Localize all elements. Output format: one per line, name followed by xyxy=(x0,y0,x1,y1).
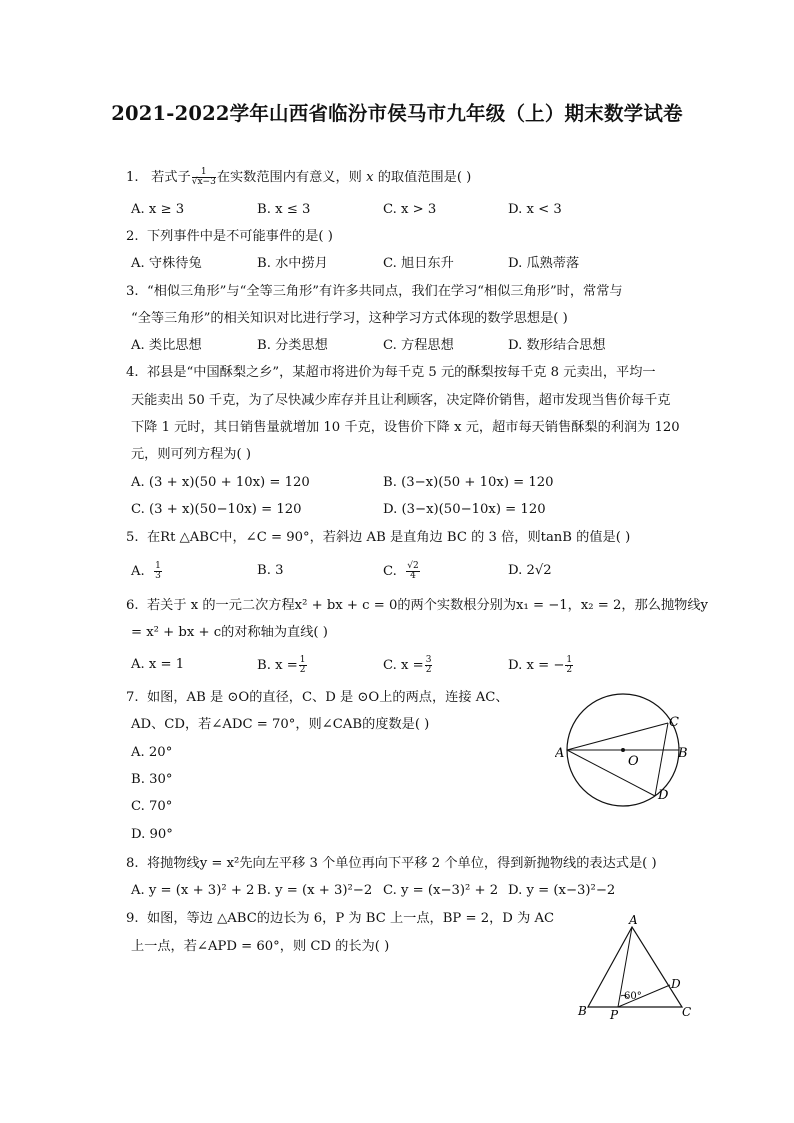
q8-option-d[interactable]: D. y = (x−3)²−2 xyxy=(508,883,616,898)
question-6-line-2: = x² + bx + c的对称轴为直线( ) xyxy=(131,625,328,640)
question-number: 9. xyxy=(126,911,139,926)
q7-option-b[interactable]: B. 30° xyxy=(131,772,173,787)
q3-option-b[interactable]: B. 分类思想 xyxy=(257,338,328,353)
fraction: $\frac{1}{2}$ xyxy=(566,655,573,675)
fraction: $\frac{1}{√x-3}$ xyxy=(191,167,216,187)
q8-option-b[interactable]: B. y = (x + 3)²−2 xyxy=(257,883,373,898)
label-p: P xyxy=(610,1008,619,1022)
question-4: 4. 祁县是“中国酥梨之乡”，某超市将进价为每千克 5 元的酥梨按每千克 8 元卖出，平均一 xyxy=(126,365,656,380)
center-dot xyxy=(621,748,625,752)
label-a: A xyxy=(629,913,638,927)
q1-option-b[interactable]: B. x ≤ 3 xyxy=(257,202,311,217)
question-7: 7. 如图，AB 是 ⊙O的直径，C、D 是 ⊙O上的两点，连接 AC、 xyxy=(126,690,509,705)
question-4-line-2: 天能卖出 50 千克，为了尽快减少库存并且让利顾客，决定降价销售，超市发现当售价每千克 xyxy=(131,393,671,408)
question-1: 1. 若式子 $\frac{1}{√x-3}$ 在实数范围内有意义，则 x 的取值范围是( ) xyxy=(126,167,472,187)
label-d: D xyxy=(658,788,669,803)
label-a: A xyxy=(555,746,565,761)
circle-figure xyxy=(555,688,705,808)
fraction: $\frac{3}{2}$ xyxy=(425,655,432,675)
label-o: O xyxy=(628,754,639,769)
question-number: 5. xyxy=(126,530,139,545)
question-number: 1. xyxy=(126,170,139,185)
q4-option-c[interactable]: C. (3 + x)(50−10x) = 120 xyxy=(131,502,302,517)
q2-option-b[interactable]: B. 水中捞月 xyxy=(257,256,328,271)
q3-option-a[interactable]: A. 类比思想 xyxy=(131,338,202,353)
q6-option-b[interactable]: B. x = $\frac{1}{2}$ xyxy=(257,655,306,675)
q1-option-a[interactable]: A. x ≥ 3 xyxy=(131,202,185,217)
q3-option-d[interactable]: D. 数形结合思想 xyxy=(508,338,606,353)
question-number: 3. xyxy=(126,284,139,299)
question-9: 9. 如图，等边 △ABC的边长为 6，P 为 BC 上一点，BP = 2，D 为 AC xyxy=(126,911,555,926)
q7-option-c[interactable]: C. 70° xyxy=(131,799,173,814)
q1-option-d[interactable]: D. x < 3 xyxy=(508,202,562,217)
label-d: D xyxy=(671,977,681,991)
question-number: 7. xyxy=(126,690,139,705)
segment-ac xyxy=(567,723,668,750)
label-b: B xyxy=(578,1004,587,1018)
q8-option-a[interactable]: A. y = (x + 3)² + 2 xyxy=(131,883,255,898)
q2-option-a[interactable]: A. 守株待兔 xyxy=(131,256,202,271)
fraction: $\frac{1}{2}$ xyxy=(299,655,306,675)
question-3: 3. “相似三角形”与“全等三角形”有许多共同点，我们在学习“相似三角形”时，常常与 xyxy=(126,284,623,299)
q2-option-c[interactable]: C. 旭日东升 xyxy=(383,256,454,271)
question-3-line-2: “全等三角形”的相关知识对比进行学习，这种学习方式体现的数学思想是( ) xyxy=(131,311,568,326)
label-b: B xyxy=(678,746,688,761)
fraction: $\frac{1}{3}$ xyxy=(155,561,161,581)
angle-label: 60° xyxy=(624,991,642,1002)
question-4-line-3: 下降 1 元时，其日销售量就增加 10 千克，设售价下降 x 元，超市每天销售酥梨的利润为 120 xyxy=(131,420,680,435)
q7-option-a[interactable]: A. 20° xyxy=(131,745,173,760)
q5-option-c[interactable]: C. $\frac{√2}{4}$ xyxy=(383,561,419,581)
question-6: 6. 若关于 x 的一元二次方程x² + bx + c = 0的两个实数根分别为x₁ = −1，x₂ = 2，那么抛物线y xyxy=(126,598,708,613)
question-8: 8. 将抛物线y = x²先向左平移 3 个单位再向下平移 2 个单位，得到新抛物线的表达式是( ) xyxy=(126,856,657,871)
q6-option-a[interactable]: A. x = 1 xyxy=(131,657,185,672)
fraction: $\frac{√2}{4}$ xyxy=(407,561,419,581)
question-4-line-4: 元，则可列方程为( ) xyxy=(131,447,251,462)
q1-option-c[interactable]: C. x > 3 xyxy=(383,202,437,217)
q6-option-c[interactable]: C. x = $\frac{3}{2}$ xyxy=(383,655,432,675)
question-number: 4. xyxy=(126,365,139,380)
q8-option-c[interactable]: C. y = (x−3)² + 2 xyxy=(383,883,499,898)
q4-option-d[interactable]: D. (3−x)(50−10x) = 120 xyxy=(383,502,546,517)
segment-ad xyxy=(567,750,655,796)
question-number: 2. xyxy=(126,229,139,244)
triangle-figure xyxy=(572,912,702,1024)
question-number: 8. xyxy=(126,856,139,871)
q5-option-b[interactable]: B. 3 xyxy=(257,563,284,578)
question-7-line-2: AD、CD，若∠ADC = 70°，则∠CAB的度数是( ) xyxy=(131,717,430,732)
q6-option-d[interactable]: D. x = − $\frac{1}{2}$ xyxy=(508,655,573,675)
q5-option-d[interactable]: D. 2√2 xyxy=(508,563,552,578)
q2-option-d[interactable]: D. 瓜熟蒂落 xyxy=(508,256,580,271)
label-c: C xyxy=(669,715,679,730)
question-5: 5. 在Rt △ABC中，∠C = 90°，若斜边 AB 是直角边 BC 的 3 倍，则tanB 的值是( ) xyxy=(126,530,631,545)
q4-option-a[interactable]: A. (3 + x)(50 + 10x) = 120 xyxy=(131,475,310,490)
q3-option-c[interactable]: C. 方程思想 xyxy=(383,338,454,353)
question-number: 6. xyxy=(126,598,139,613)
q4-option-b[interactable]: B. (3−x)(50 + 10x) = 120 xyxy=(383,475,554,490)
page-title: 2021-2022学年山西省临汾市侯马市九年级（上）期末数学试卷 xyxy=(111,102,683,125)
question-9-line-2: 上一点，若∠APD = 60°，则 CD 的长为( ) xyxy=(131,939,390,954)
label-c: C xyxy=(682,1005,692,1019)
question-2: 2. 下列事件中是不可能事件的是( ) xyxy=(126,229,333,244)
q5-option-a[interactable]: A. $\frac{1}{3}$ xyxy=(131,561,161,581)
q7-option-d[interactable]: D. 90° xyxy=(131,827,173,842)
